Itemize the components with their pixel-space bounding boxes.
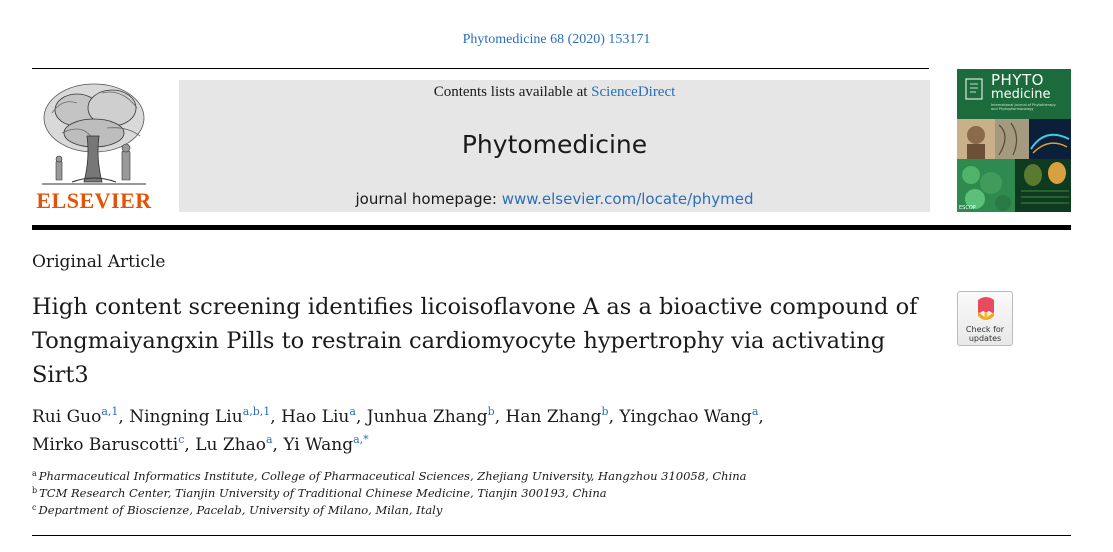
header-thick-divider xyxy=(32,225,1071,230)
author-name[interactable]: Rui Guo xyxy=(32,407,102,427)
author-name[interactable]: Mirko Baruscotti xyxy=(32,435,179,455)
contents-line xyxy=(179,84,930,101)
cover-subtitle: International Journal of Phytotherapy and Phytopharmacology xyxy=(991,103,1056,111)
author-affiliation-ref[interactable]: b xyxy=(487,405,495,418)
affiliation-key: a xyxy=(32,469,37,478)
cover-artwork xyxy=(957,119,1071,212)
journal-banner xyxy=(179,80,930,212)
journal-cover-image[interactable] xyxy=(957,69,1071,212)
author-name[interactable]: Junhua Zhang xyxy=(366,407,488,427)
affiliation-item xyxy=(32,502,1032,519)
author-name[interactable]: Yi Wang xyxy=(283,435,354,455)
elsevier-wordmark: ELSEVIER xyxy=(36,188,152,213)
crossmark-line2: updates xyxy=(968,334,1002,343)
homepage-link[interactable]: www.elsevier.com/locate/phymed xyxy=(501,190,754,208)
homepage-prefix: journal homepage: xyxy=(355,190,502,208)
affiliation-list xyxy=(32,468,1032,519)
cover-book-icon xyxy=(962,75,988,105)
affiliation-item xyxy=(32,485,1032,502)
article-type: Original Article xyxy=(32,252,166,272)
author-affiliation-ref[interactable]: a,b,1 xyxy=(242,405,271,418)
homepage-line xyxy=(179,190,930,208)
author-name[interactable]: Ningning Liu xyxy=(129,407,243,427)
affiliation-item xyxy=(32,468,1032,485)
article-title: High content screening identifies licoisoflavone A as a bioactive compound of Tongmaiyangxin Pills to restrain cardiomyocyte hypertrophy via activating Sirt3 xyxy=(32,294,918,388)
cover-escop-label: ESCOP xyxy=(959,205,976,211)
author-name[interactable]: Hao Liu xyxy=(281,407,350,427)
contents-prefix: Contents lists available at xyxy=(433,84,592,100)
crossmark-line1: Check for xyxy=(965,325,1005,334)
author-affiliation-ref[interactable]: a,* xyxy=(353,433,369,446)
cover-title-phyto: PHYTO xyxy=(991,71,1044,89)
journal-name: Phytomedicine xyxy=(461,130,648,159)
author-affiliation-ref[interactable]: b xyxy=(601,405,609,418)
affiliation-text: TCM Research Center, Tianjin University of Traditional Chinese Medicine, Tianjin 300193, China xyxy=(39,486,607,500)
author-affiliation-ref[interactable]: a xyxy=(265,433,273,446)
author-name[interactable]: Yingchao Wang xyxy=(619,407,752,427)
author-affiliation-ref[interactable]: a xyxy=(751,405,759,418)
crossmark-icon xyxy=(958,294,1014,326)
author-affiliation-ref[interactable]: a,1 xyxy=(101,405,119,418)
author-affiliation-ref[interactable]: a xyxy=(349,405,356,418)
affiliation-text: Department of Bioscienze, Pacelab, University of Milano, Milan, Italy xyxy=(38,503,443,517)
author-list: Rui Guo$^{a,1}$, Ningning Liu$^{a,b,1}$, Hao Liu$^a$, Junhua Zhang$^b$, Han Zhang$^b$, Yingchao Wang$^a$, Mirko Baruscotti$^c$, Lu Zhao$^a$, Yi Wang$^{a,*}$ xyxy=(32,405,764,455)
author-name[interactable]: Han Zhang xyxy=(505,407,602,427)
journal-citation[interactable]: Phytomedicine 68 (2020) 153171 xyxy=(462,32,651,47)
author-name[interactable]: Lu Zhao xyxy=(195,435,266,455)
affiliation-text: Pharmaceutical Informatics Institute, College of Pharmaceutical Sciences, Zhejiang University, Hangzhou 310058, China xyxy=(38,469,747,483)
crossmark-label xyxy=(958,325,1012,343)
check-for-updates-button[interactable] xyxy=(957,291,1013,346)
affiliation-key: c xyxy=(32,503,37,512)
bottom-divider xyxy=(32,535,1071,536)
top-divider xyxy=(32,68,929,69)
cover-title-medicine: medicine xyxy=(991,87,1051,102)
author-affiliation-ref[interactable]: c xyxy=(178,433,185,446)
sciencedirect-link[interactable]: ScienceDirect xyxy=(591,84,676,100)
affiliation-key: b xyxy=(32,486,38,495)
